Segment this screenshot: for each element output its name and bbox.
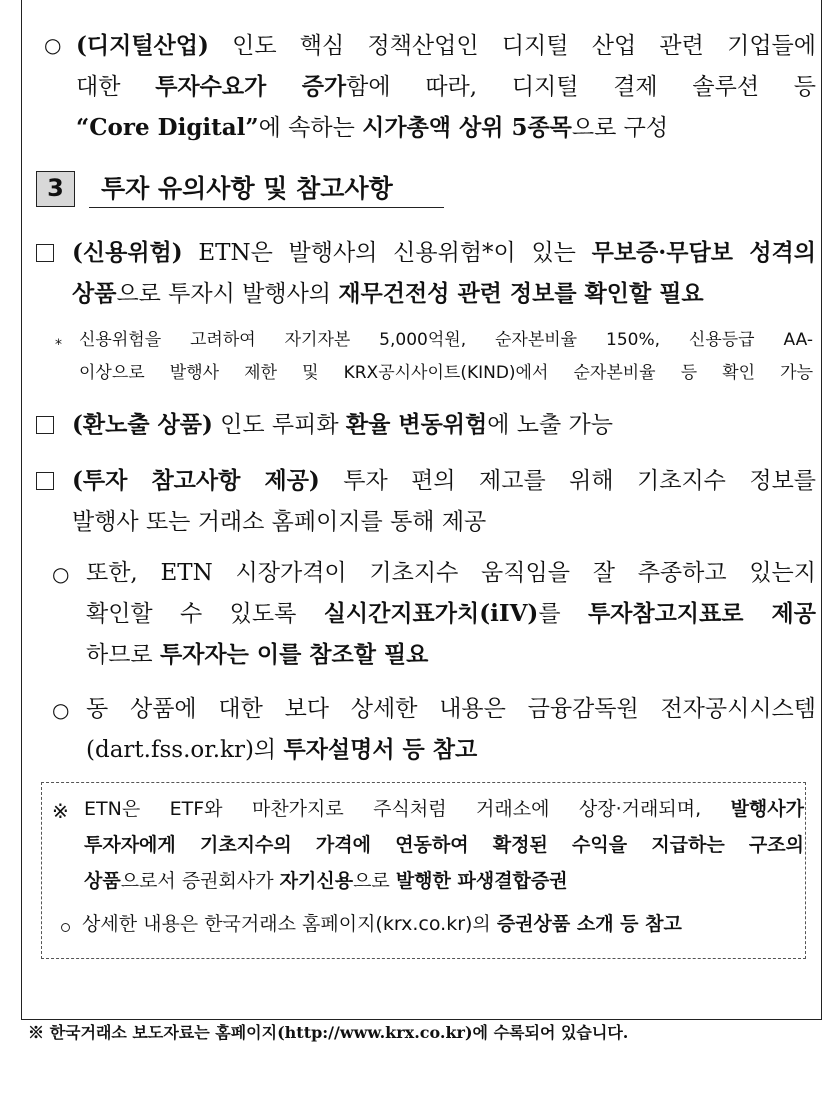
circle-bullet: ○ — [52, 562, 70, 586]
credit-note-line1: 신용위험을 고려하여 자기자본 5,000억원, 순자본비율 150%, 신용등급 AA- — [79, 330, 813, 350]
notice-line1: ETN은 ETF와 마찬가지로 주식처럼 거래소에 상장·거래되며, 발행사가 — [84, 798, 804, 820]
section-number: 3 — [36, 171, 75, 207]
notice-line3: 상품으로서 증권회사가 자기신용으로 발행한 파생결합증권 — [84, 870, 568, 892]
iiv-line2: 확인할 수 있도록 실시간지표가치(iIV)를 투자참고지표로 제공 — [86, 600, 816, 627]
reference-line1: (투자 참고사항 제공) 투자 편의 제고를 위해 기초지수 정보를 — [72, 467, 816, 494]
notice-sub-line: 상세한 내용은 한국거래소 홈페이지(krx.co.kr)의 증권상품 소개 등 참고 — [82, 913, 682, 935]
section-title: 투자 유의사항 및 참고사항 — [89, 171, 444, 208]
checkbox-square-icon — [36, 416, 54, 434]
digital-industry-line1: (디지털산업) 인도 핵심 정책산업인 디지털 산업 관련 기업들에 — [76, 32, 816, 59]
dart-line2: (dart.fss.or.kr)의 투자설명서 등 참고 — [86, 736, 478, 763]
small-circle-bullet-icon — [61, 923, 70, 932]
digital-industry-line3: “Core Digital”에 속하는 시가총액 상위 5종목으로 구성 — [76, 114, 669, 141]
checkbox-square-icon — [36, 472, 54, 490]
dart-line1: 동 상품에 대한 보다 상세한 내용은 금융감독원 전자공시시스템 — [86, 696, 816, 722]
circle-bullet: ○ — [52, 698, 70, 722]
credit-note-line2: 이상으로 발행사 제한 및 KRX공시사이트(KIND)에서 순자본비율 등 확인 가능 — [79, 363, 813, 383]
fx-exposure-line: (환노출 상품) 인도 루피화 환율 변동위험에 노출 가능 — [72, 411, 613, 438]
digital-industry-line2: 대한 투자수요가 증가함에 따라, 디지털 결제 솔루션 등 — [76, 73, 816, 100]
checkbox-square-icon — [36, 244, 54, 262]
iiv-line3: 하므로 투자자는 이를 참조할 필요 — [86, 641, 429, 668]
reference-mark-icon: ※ — [52, 799, 69, 823]
circle-bullet: ○ — [44, 33, 62, 57]
iiv-line1: 또한, ETN 시장가격이 기초지수 움직임을 잘 추종하고 있는지 — [86, 560, 816, 586]
credit-risk-line2: 상품으로 투자시 발행사의 재무건전성 관련 정보를 확인할 필요 — [72, 280, 704, 307]
reference-line2: 발행사 또는 거래소 홈페이지를 통해 제공 — [72, 509, 487, 535]
credit-risk-line1: (신용위험) ETN은 발행사의 신용위험*이 있는 무보증·무담보 성격의 — [72, 239, 816, 266]
asterisk-marker: * — [55, 337, 62, 353]
notice-line2: 투자자에게 기초지수의 가격에 연동하여 확정된 수익을 지급하는 구조의 — [84, 834, 804, 856]
footer-note: ※ 한국거래소 보도자료는 홈페이지(http://www.krx.co.kr)에 수록되어 있습니다. — [28, 1023, 629, 1042]
